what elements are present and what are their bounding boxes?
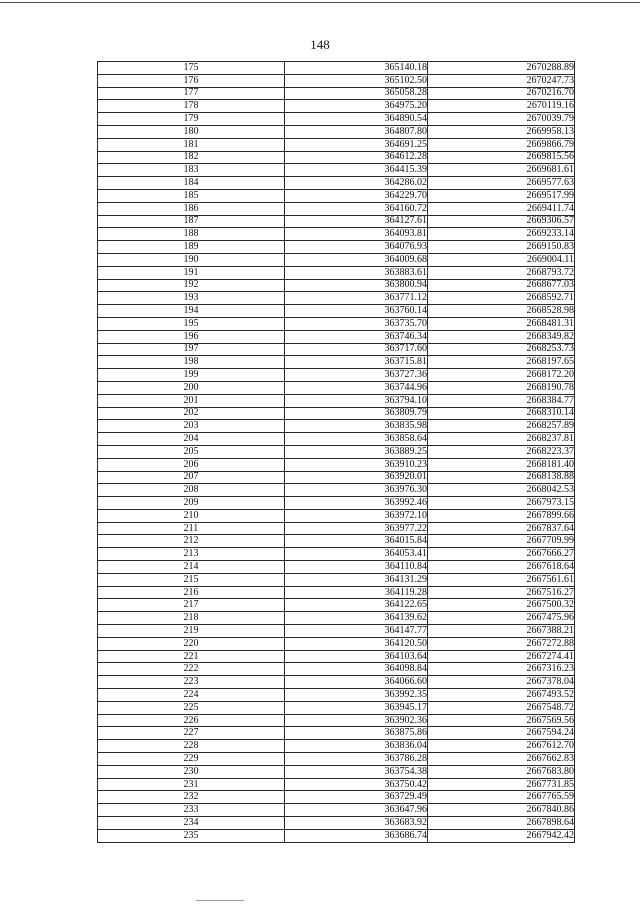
- table-row: [98, 561, 575, 574]
- table-row: [98, 407, 575, 420]
- point-number-cell: 220: [98, 637, 285, 650]
- x-coordinate-cell: 363972.10: [285, 509, 428, 522]
- table-row: [98, 241, 575, 254]
- y-coordinate-cell: 2667898.64: [428, 817, 575, 830]
- table-row: [98, 445, 575, 458]
- point-number-cell: 205: [98, 445, 285, 458]
- y-coordinate-cell: 2668172.20: [428, 369, 575, 382]
- y-coordinate-cell: 2668677.03: [428, 279, 575, 292]
- y-coordinate-cell: 2667561.61: [428, 573, 575, 586]
- table-row: [98, 87, 575, 100]
- x-coordinate-cell: 363992.46: [285, 497, 428, 510]
- point-number-cell: 227: [98, 727, 285, 740]
- x-coordinate-cell: 365102.50: [285, 74, 428, 87]
- point-number-cell: 216: [98, 586, 285, 599]
- point-number-cell: 229: [98, 753, 285, 766]
- y-coordinate-cell: 2667973.15: [428, 497, 575, 510]
- x-coordinate-cell: 363883.61: [285, 266, 428, 279]
- x-coordinate-cell: 363754.38: [285, 765, 428, 778]
- point-number-cell: 206: [98, 458, 285, 471]
- x-coordinate-cell: 364160.72: [285, 202, 428, 215]
- y-coordinate-cell: 2670216.70: [428, 87, 575, 100]
- y-coordinate-cell: 2667516.27: [428, 586, 575, 599]
- x-coordinate-cell: 364119.28: [285, 586, 428, 599]
- table-row: [98, 113, 575, 126]
- table-row: [98, 509, 575, 522]
- point-number-cell: 217: [98, 599, 285, 612]
- point-number-cell: 232: [98, 791, 285, 804]
- table-row: [98, 305, 575, 318]
- table-row: [98, 189, 575, 202]
- point-number-cell: 199: [98, 369, 285, 382]
- y-coordinate-cell: 2668237.81: [428, 433, 575, 446]
- x-coordinate-cell: 363750.42: [285, 778, 428, 791]
- table-row: [98, 343, 575, 356]
- x-coordinate-cell: 363786.28: [285, 753, 428, 766]
- y-coordinate-cell: 2670119.16: [428, 100, 575, 113]
- point-number-cell: 182: [98, 151, 285, 164]
- table-row: [98, 356, 575, 369]
- x-coordinate-cell: 364286.02: [285, 177, 428, 190]
- x-coordinate-cell: 363836.04: [285, 740, 428, 753]
- top-scan-edge: [0, 2, 640, 3]
- x-coordinate-cell: 363977.22: [285, 522, 428, 535]
- x-coordinate-cell: 363992.35: [285, 689, 428, 702]
- y-coordinate-cell: 2667618.64: [428, 561, 575, 574]
- y-coordinate-cell: 2667274.41: [428, 650, 575, 663]
- x-coordinate-cell: 364127.61: [285, 215, 428, 228]
- table-row: [98, 740, 575, 753]
- point-number-cell: 226: [98, 714, 285, 727]
- point-number-cell: 219: [98, 625, 285, 638]
- point-number-cell: 196: [98, 330, 285, 343]
- point-number-cell: 177: [98, 87, 285, 100]
- y-coordinate-cell: 2668042.53: [428, 484, 575, 497]
- point-number-cell: 183: [98, 164, 285, 177]
- y-coordinate-cell: 2667272.88: [428, 637, 575, 650]
- point-number-cell: 181: [98, 138, 285, 151]
- point-number-cell: 204: [98, 433, 285, 446]
- y-coordinate-cell: 2667548.72: [428, 701, 575, 714]
- point-number-cell: 193: [98, 292, 285, 305]
- table-row: [98, 177, 575, 190]
- y-coordinate-cell: 2669517.99: [428, 189, 575, 202]
- point-number-cell: 197: [98, 343, 285, 356]
- table-row: [98, 164, 575, 177]
- y-coordinate-cell: 2667765.59: [428, 791, 575, 804]
- point-number-cell: 179: [98, 113, 285, 126]
- point-number-cell: 190: [98, 253, 285, 266]
- y-coordinate-cell: 2669866.79: [428, 138, 575, 151]
- table-row: [98, 471, 575, 484]
- point-number-cell: 235: [98, 829, 285, 842]
- point-number-cell: 234: [98, 817, 285, 830]
- page-number: 148: [310, 37, 330, 52]
- table-row: [98, 765, 575, 778]
- x-coordinate-cell: 363794.10: [285, 394, 428, 407]
- point-number-cell: 201: [98, 394, 285, 407]
- table-row: [98, 753, 575, 766]
- x-coordinate-cell: 363858.64: [285, 433, 428, 446]
- y-coordinate-cell: 2668310.14: [428, 407, 575, 420]
- x-coordinate-cell: 364131.29: [285, 573, 428, 586]
- point-number-cell: 189: [98, 241, 285, 254]
- x-coordinate-cell: 364122.65: [285, 599, 428, 612]
- point-number-cell: 210: [98, 509, 285, 522]
- x-coordinate-cell: 363910.23: [285, 458, 428, 471]
- point-number-cell: 191: [98, 266, 285, 279]
- point-number-cell: 209: [98, 497, 285, 510]
- point-number-cell: 184: [98, 177, 285, 190]
- y-coordinate-cell: 2670288.89: [428, 62, 575, 75]
- y-coordinate-cell: 2667493.52: [428, 689, 575, 702]
- point-number-cell: 222: [98, 663, 285, 676]
- y-coordinate-cell: 2667475.96: [428, 612, 575, 625]
- table-row: [98, 637, 575, 650]
- point-number-cell: 223: [98, 676, 285, 689]
- y-coordinate-cell: 2667666.27: [428, 548, 575, 561]
- table-row: [98, 228, 575, 241]
- table-row: [98, 266, 575, 279]
- x-coordinate-cell: 363809.79: [285, 407, 428, 420]
- table-row: [98, 74, 575, 87]
- y-coordinate-cell: 2667837.64: [428, 522, 575, 535]
- table-row: [98, 202, 575, 215]
- point-number-cell: 192: [98, 279, 285, 292]
- table-row: [98, 829, 575, 842]
- point-number-cell: 188: [98, 228, 285, 241]
- point-number-cell: 221: [98, 650, 285, 663]
- x-coordinate-cell: 363760.14: [285, 305, 428, 318]
- table-row: [98, 676, 575, 689]
- point-number-cell: 215: [98, 573, 285, 586]
- y-coordinate-cell: 2668197.65: [428, 356, 575, 369]
- table-row: [98, 701, 575, 714]
- point-number-cell: 176: [98, 74, 285, 87]
- table-row: [98, 458, 575, 471]
- y-coordinate-cell: 2667731.85: [428, 778, 575, 791]
- table-row: [98, 215, 575, 228]
- y-coordinate-cell: 2669306.57: [428, 215, 575, 228]
- point-number-cell: 194: [98, 305, 285, 318]
- table-row: [98, 100, 575, 113]
- y-coordinate-cell: 2669004.11: [428, 253, 575, 266]
- x-coordinate-cell: 364807.80: [285, 125, 428, 138]
- x-coordinate-cell: 363735.70: [285, 317, 428, 330]
- table-row: [98, 497, 575, 510]
- point-number-cell: 187: [98, 215, 285, 228]
- table-row: [98, 381, 575, 394]
- y-coordinate-cell: 2669150.83: [428, 241, 575, 254]
- x-coordinate-cell: 363875.86: [285, 727, 428, 740]
- table-row: [98, 62, 575, 75]
- table-row: [98, 650, 575, 663]
- y-coordinate-cell: 2668481.31: [428, 317, 575, 330]
- y-coordinate-cell: 2667709.99: [428, 535, 575, 548]
- table-row: [98, 484, 575, 497]
- point-number-cell: 186: [98, 202, 285, 215]
- x-coordinate-cell: 363683.92: [285, 817, 428, 830]
- x-coordinate-cell: 364015.84: [285, 535, 428, 548]
- y-coordinate-cell: 2668181.40: [428, 458, 575, 471]
- y-coordinate-cell: 2670247.73: [428, 74, 575, 87]
- y-coordinate-cell: 2667500.32: [428, 599, 575, 612]
- x-coordinate-cell: 364076.93: [285, 241, 428, 254]
- table-row: [98, 625, 575, 638]
- y-coordinate-cell: 2667683.80: [428, 765, 575, 778]
- y-coordinate-cell: 2667662.83: [428, 753, 575, 766]
- table-row: [98, 791, 575, 804]
- x-coordinate-cell: 363717.60: [285, 343, 428, 356]
- point-number-cell: 228: [98, 740, 285, 753]
- table-row: [98, 317, 575, 330]
- table-row: [98, 778, 575, 791]
- y-coordinate-cell: 2668592.71: [428, 292, 575, 305]
- x-coordinate-cell: 364103.64: [285, 650, 428, 663]
- y-coordinate-cell: 2668190.78: [428, 381, 575, 394]
- y-coordinate-cell: 2667378.04: [428, 676, 575, 689]
- point-number-cell: 198: [98, 356, 285, 369]
- table-row: [98, 433, 575, 446]
- x-coordinate-cell: 365140.18: [285, 62, 428, 75]
- point-number-cell: 208: [98, 484, 285, 497]
- y-coordinate-cell: 2669411.74: [428, 202, 575, 215]
- table-row: [98, 612, 575, 625]
- y-coordinate-cell: 2669958.13: [428, 125, 575, 138]
- table-row: [98, 663, 575, 676]
- table-row: [98, 817, 575, 830]
- x-coordinate-cell: 364612.28: [285, 151, 428, 164]
- table-row: [98, 599, 575, 612]
- y-coordinate-cell: 2668349.82: [428, 330, 575, 343]
- x-coordinate-cell: 364120.50: [285, 637, 428, 650]
- table-row: [98, 369, 575, 382]
- table-row: [98, 292, 575, 305]
- x-coordinate-cell: 363976.30: [285, 484, 428, 497]
- x-coordinate-cell: 363746.34: [285, 330, 428, 343]
- x-coordinate-cell: 363945.17: [285, 701, 428, 714]
- x-coordinate-cell: 364415.39: [285, 164, 428, 177]
- table-row: [98, 573, 575, 586]
- y-coordinate-cell: 2667942.42: [428, 829, 575, 842]
- x-coordinate-cell: 364098.84: [285, 663, 428, 676]
- x-coordinate-cell: 364093.81: [285, 228, 428, 241]
- point-number-cell: 178: [98, 100, 285, 113]
- y-coordinate-cell: 2667840.86: [428, 804, 575, 817]
- x-coordinate-cell: 364139.62: [285, 612, 428, 625]
- point-number-cell: 212: [98, 535, 285, 548]
- table-row: [98, 804, 575, 817]
- x-coordinate-cell: 364147.77: [285, 625, 428, 638]
- point-number-cell: 202: [98, 407, 285, 420]
- table-row: [98, 689, 575, 702]
- y-coordinate-cell: 2668528.98: [428, 305, 575, 318]
- table-row: [98, 727, 575, 740]
- x-coordinate-cell: 363647.96: [285, 804, 428, 817]
- table-row: [98, 253, 575, 266]
- point-number-cell: 180: [98, 125, 285, 138]
- x-coordinate-cell: 364691.25: [285, 138, 428, 151]
- y-coordinate-cell: 2668257.89: [428, 420, 575, 433]
- y-coordinate-cell: 2668384.77: [428, 394, 575, 407]
- table-row: [98, 394, 575, 407]
- point-number-cell: 203: [98, 420, 285, 433]
- point-number-cell: 218: [98, 612, 285, 625]
- point-number-cell: 195: [98, 317, 285, 330]
- point-number-cell: 207: [98, 471, 285, 484]
- x-coordinate-cell: 364110.84: [285, 561, 428, 574]
- point-number-cell: 230: [98, 765, 285, 778]
- y-coordinate-cell: 2669681.61: [428, 164, 575, 177]
- y-coordinate-cell: 2670039.79: [428, 113, 575, 126]
- x-coordinate-cell: 363771.12: [285, 292, 428, 305]
- table-row: [98, 535, 575, 548]
- x-coordinate-cell: 364066.60: [285, 676, 428, 689]
- y-coordinate-cell: 2667316.23: [428, 663, 575, 676]
- y-coordinate-cell: 2668138.88: [428, 471, 575, 484]
- x-coordinate-cell: 365058.28: [285, 87, 428, 100]
- x-coordinate-cell: 363744.96: [285, 381, 428, 394]
- table-row: [98, 151, 575, 164]
- table-row: [98, 548, 575, 561]
- x-coordinate-cell: 363835.98: [285, 420, 428, 433]
- x-coordinate-cell: 363729.49: [285, 791, 428, 804]
- table-row: [98, 279, 575, 292]
- y-coordinate-cell: 2669233.14: [428, 228, 575, 241]
- point-number-cell: 211: [98, 522, 285, 535]
- y-coordinate-cell: 2667388.21: [428, 625, 575, 638]
- x-coordinate-cell: 364229.70: [285, 189, 428, 202]
- table-row: [98, 125, 575, 138]
- y-coordinate-cell: 2669815.56: [428, 151, 575, 164]
- y-coordinate-cell: 2669577.63: [428, 177, 575, 190]
- y-coordinate-cell: 2668253.73: [428, 343, 575, 356]
- point-number-cell: 175: [98, 62, 285, 75]
- point-number-cell: 225: [98, 701, 285, 714]
- table-row: [98, 714, 575, 727]
- point-number-cell: 224: [98, 689, 285, 702]
- coordinates-table-body: [98, 62, 575, 843]
- x-coordinate-cell: 364053.41: [285, 548, 428, 561]
- table-row: [98, 522, 575, 535]
- y-coordinate-cell: 2667594.24: [428, 727, 575, 740]
- x-coordinate-cell: 363727.36: [285, 369, 428, 382]
- x-coordinate-cell: 364890.54: [285, 113, 428, 126]
- y-coordinate-cell: 2667899.66: [428, 509, 575, 522]
- table-row: [98, 586, 575, 599]
- point-number-cell: 231: [98, 778, 285, 791]
- x-coordinate-cell: 363686.74: [285, 829, 428, 842]
- x-coordinate-cell: 363889.25: [285, 445, 428, 458]
- y-coordinate-cell: 2668793.72: [428, 266, 575, 279]
- table-row: [98, 420, 575, 433]
- x-coordinate-cell: 363902.36: [285, 714, 428, 727]
- x-coordinate-cell: 363715.81: [285, 356, 428, 369]
- point-number-cell: 200: [98, 381, 285, 394]
- table-row: [98, 138, 575, 151]
- point-number-cell: 185: [98, 189, 285, 202]
- y-coordinate-cell: 2667612.70: [428, 740, 575, 753]
- x-coordinate-cell: 364975.20: [285, 100, 428, 113]
- point-number-cell: 233: [98, 804, 285, 817]
- y-coordinate-cell: 2667569.56: [428, 714, 575, 727]
- y-coordinate-cell: 2668223.37: [428, 445, 575, 458]
- point-number-cell: 214: [98, 561, 285, 574]
- x-coordinate-cell: 364009.68: [285, 253, 428, 266]
- x-coordinate-cell: 363920.01: [285, 471, 428, 484]
- bottom-scan-mark: [196, 900, 244, 901]
- coordinates-table: [97, 61, 575, 843]
- point-number-cell: 213: [98, 548, 285, 561]
- table-row: [98, 330, 575, 343]
- x-coordinate-cell: 363800.94: [285, 279, 428, 292]
